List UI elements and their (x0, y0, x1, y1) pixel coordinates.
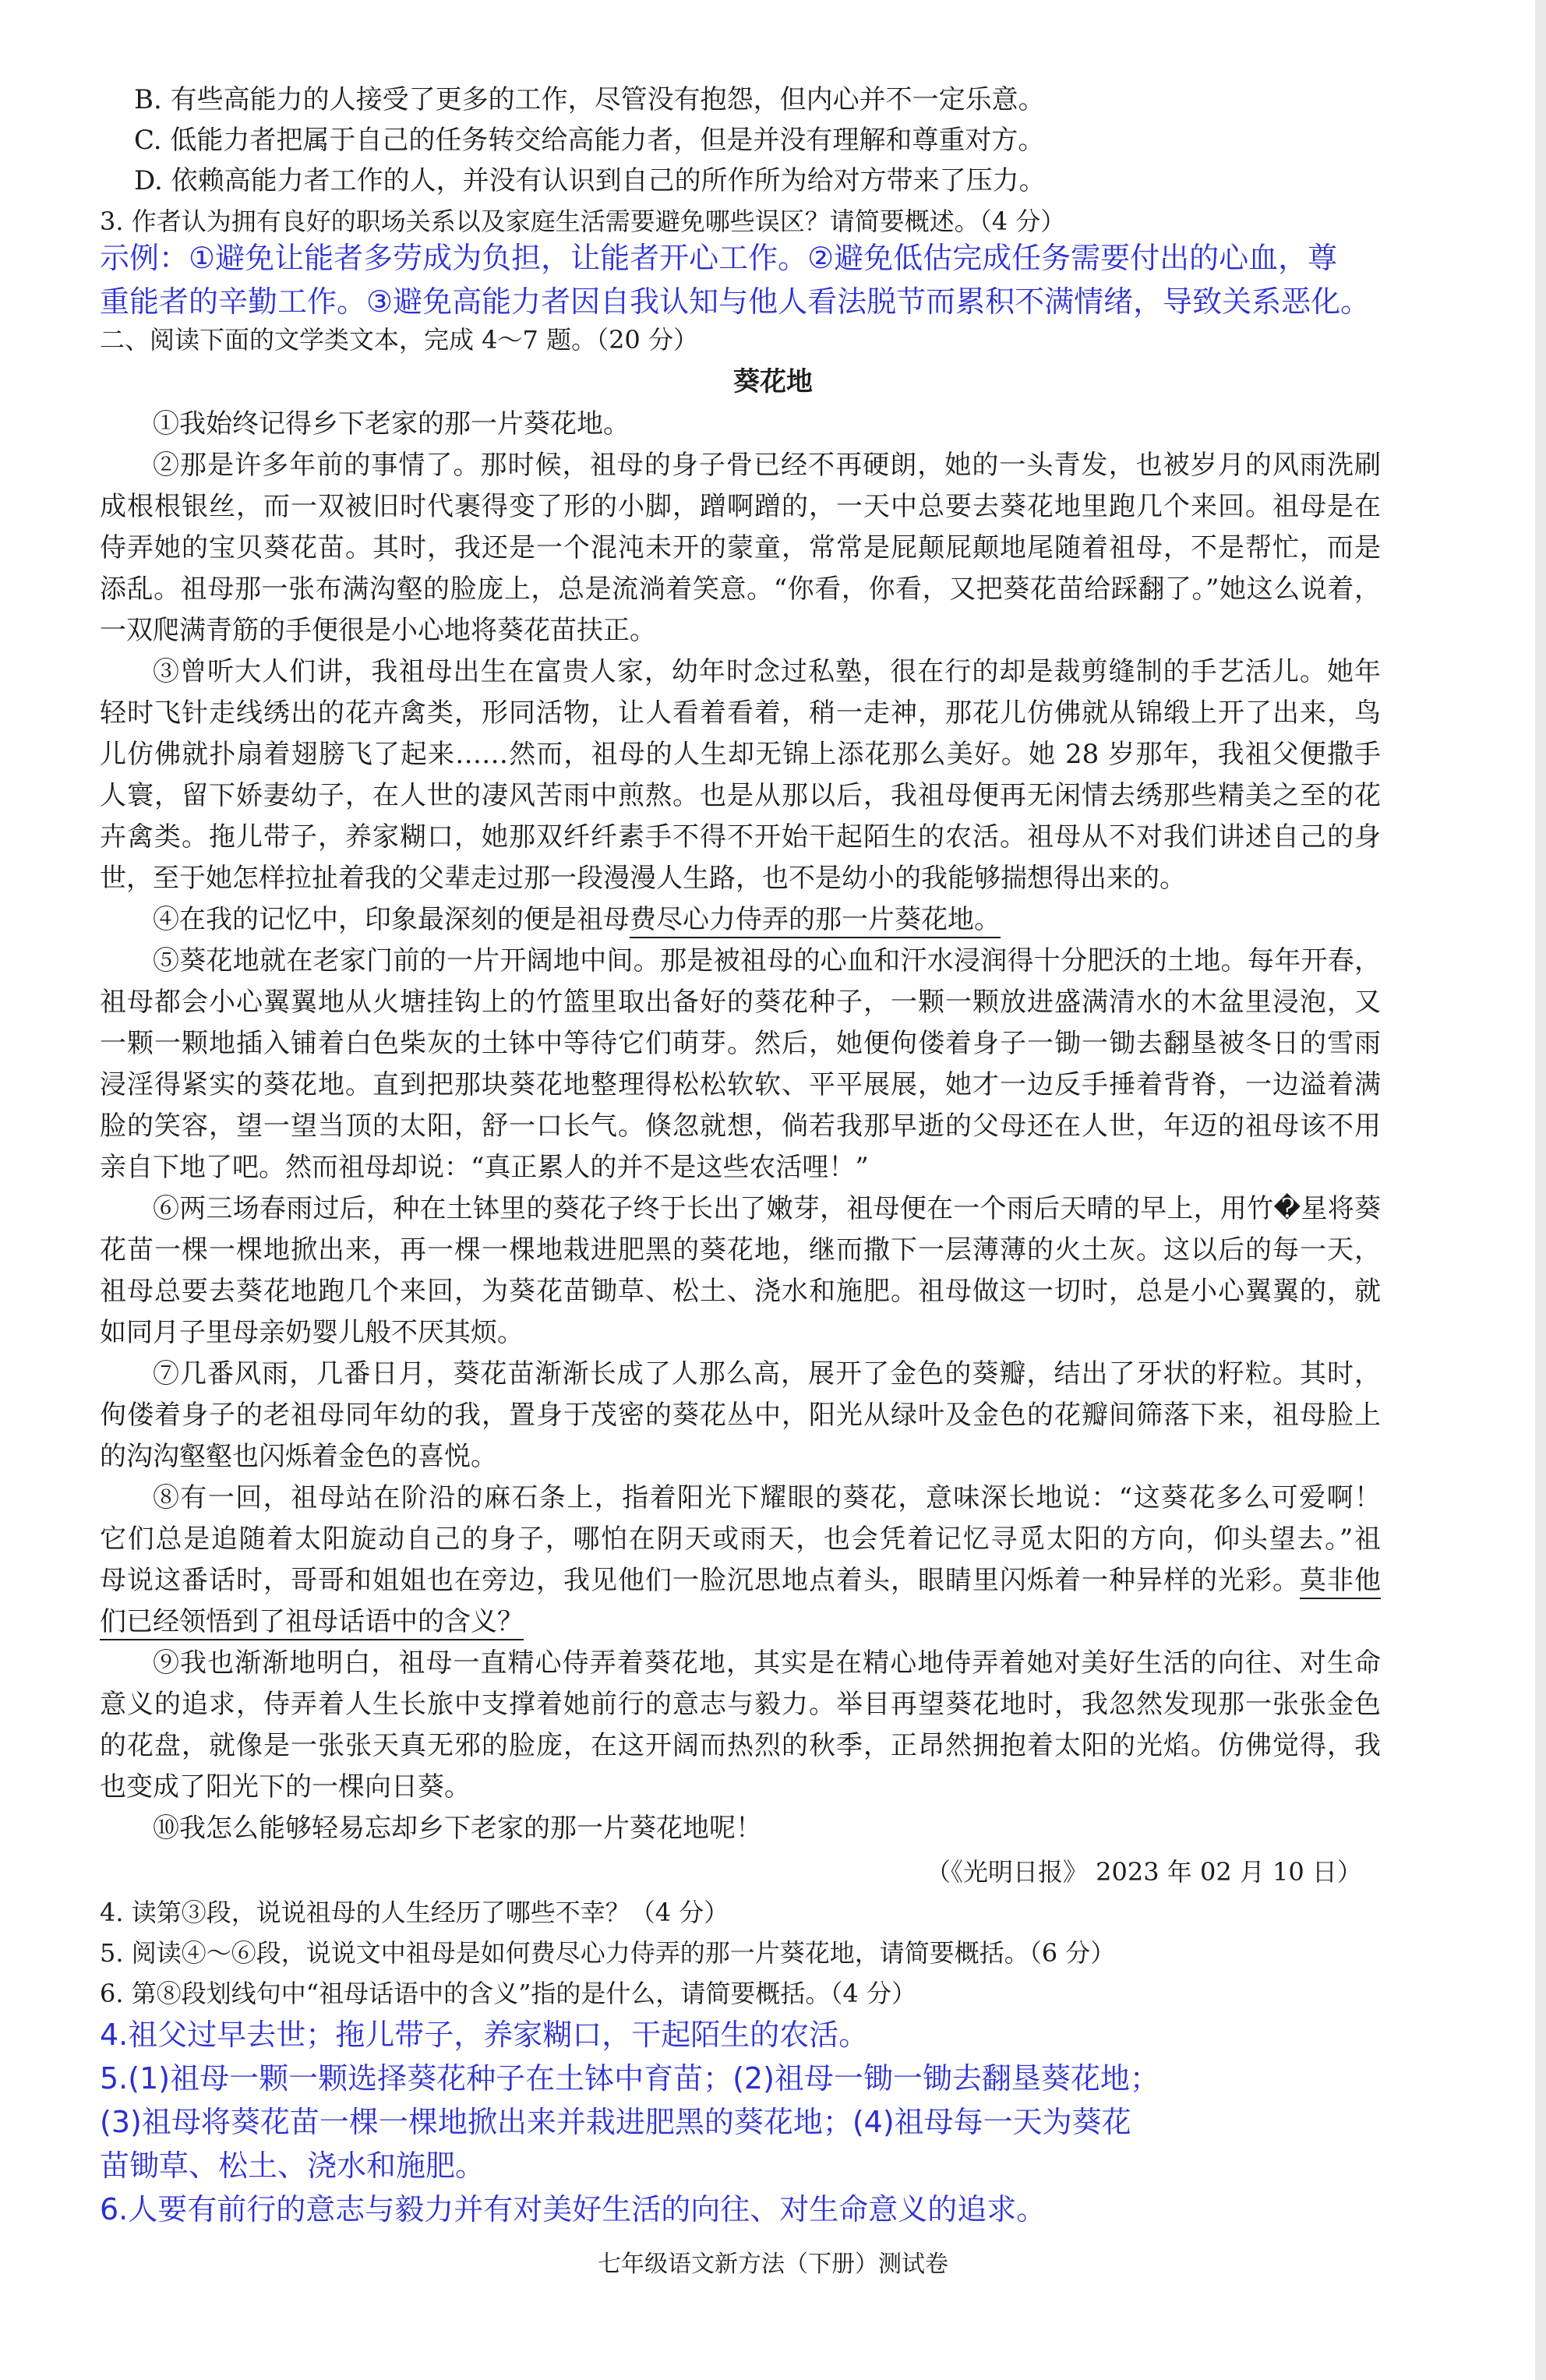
article-line: 佝偻着身子的老祖母同年幼的我，置身于茂密的葵花丛中，阳光从绿叶及金色的花瓣间筛落下来，祖母脸上 (100, 1400, 1381, 1431)
article-line: 侍弄她的宝贝葵花苗。其时，我还是一个混沌未开的蒙童，常常是屁颠屁颠地尾随着祖母，不是帮忙，而是 (100, 532, 1381, 563)
option-c: C. 低能力者把属于自己的任务转交给高能力者，但是并没有理解和尊重对方。 (134, 125, 1045, 156)
answer-3-line-2: 重能者的辛勤工作。③避免高能力者因自我认知与他人看法脱节而累积不满情绪，导致关系恶化。 (100, 284, 1371, 319)
article-line: 亲自下地了吧。然而祖母却说：“真正累人的并不是这些农活哩！” (100, 1152, 869, 1183)
article-line: 母说这番话时，哥哥和姐姐也在旁边，我见他们一脸沉思地点着头，眼睛里闪烁着一种异样的光彩。莫非他 (100, 1563, 1381, 1598)
article-line: 人寰，留下娇妻幼子，在人世的凄风苦雨中煎熬。也是从那以后，我祖母便再无闲情去绣那些精美之至的花 (100, 780, 1381, 811)
answer-3-line-1: 示例：①避免让能者多劳成为负担，让能者开心工作。②避免低估完成任务需要付出的心血，尊 (100, 241, 1338, 275)
article-line: ⑥两三场春雨过后，种在土钵里的葵花子终于长出了嫩芽，祖母便在一个雨后天晴的早上，用竹�星将葵 (153, 1193, 1381, 1224)
article-line: ①我始终记得乡下老家的那一片葵花地。 (153, 408, 630, 440)
article-line: 祖母都会小心翼翼地从火塘挂钩上的竹篮里取出备好的葵花种子，一颗一颗放进盛满清水的木盆里浸泡，又 (100, 987, 1381, 1018)
article-line: 它们总是追随着太阳旋动自己的身子，哪怕在阴天或雨天，也会凭着记忆寻觅太阳的方向，仰头望去。”祖 (100, 1524, 1381, 1555)
article-line: 卉禽类。拖儿带子，养家糊口，她那双纤纤素手不得不开始干起陌生的农活。祖母从不对我们讲述自己的身 (100, 821, 1381, 853)
answer-6: 6.人要有前行的意志与毅力并有对美好生活的向往、对生命意义的追求。 (100, 2192, 1047, 2226)
article-line: 轻时飞针走线绣出的花卉禽类，形同活物，让人看着看着，稍一走神，那花儿仿佛就从锦缎上开了出来，鸟 (100, 697, 1381, 729)
article-line: 花苗一棵一棵地掀出来，再一棵一棵地栽进肥黑的葵花地，继而撒下一层薄薄的火土灰。这以后的每一天， (100, 1234, 1381, 1266)
question-5: 5. 阅读④～⑥段，说说文中祖母是如何费尽心力侍弄的那一片葵花地，请简要概括。（6 分） (100, 1938, 1116, 1968)
article-line: ④在我的记忆中，印象最深刻的便是祖母费尽心力侍弄的那一片葵花地。 (153, 902, 1001, 937)
option-d: D. 依赖高能力者工作的人，并没有认识到自己的所作所为给对方带来了压力。 (134, 165, 1046, 196)
article-line: 意义的追求，侍弄着人生长旅中支撑着她前行的意志与毅力。举目再望葵花地时，我忽然发现那一张张金色 (100, 1689, 1381, 1720)
article-line: 世，至于她怎样拉扯着我的父辈走过那一段漫漫人生路，也不是幼小的我能够揣想得出来的。 (100, 863, 1186, 894)
answer-4: 4.祖父过早去世；拖儿带子，养家糊口，干起陌生的农活。 (100, 2018, 869, 2052)
underlined-sentence: 们已经领悟到了祖母话语中的含义？ (100, 1606, 524, 1640)
article-line: 一双爬满青筋的手便很是小心地将葵花苗扶正。 (100, 615, 656, 646)
question-3: 3. 作者认为拥有良好的职场关系以及家庭生活需要避免哪些误区？请简要概述。（4 分） (100, 207, 1066, 236)
question-6: 6. 第⑧段划线句中“祖母话语中的含义”指的是什么，请简要概括。（4 分） (100, 1979, 916, 2008)
article-line: ③曾听大人们讲，我祖母出生在富贵人家，幼年时念过私塾，很在行的却是裁剪缝制的手艺活儿。她年 (153, 656, 1381, 687)
question-4: 4. 读第③段，说说祖母的人生经历了哪些不幸？（4 分） (100, 1898, 729, 1927)
option-b: B. 有些高能力的人接受了更多的工作，尽管没有抱怨，但内心并不一定乐意。 (134, 84, 1045, 115)
article-title: 葵花地 (733, 366, 813, 397)
article-line: 脸的笑容，望一望当顶的太阳，舒一口长气。倏忽就想，倘若我那早逝的父母还在人世，年迈的祖母该不用 (100, 1111, 1381, 1142)
scan-edge (1535, 0, 1546, 2380)
underlined-sentence: 莫非他 (1300, 1565, 1381, 1599)
article-line: 儿仿佛就扑扇着翅膀飞了起来……然而，祖母的人生却无锦上添花那么美好。她 28 岁那年，我祖父便撒手 (100, 739, 1381, 770)
article-line: 一颗一颗地插入铺着白色柴灰的土钵中等待它们萌芽。然后，她便佝偻着身子一锄一锄去翻垦被冬日的雪雨 (100, 1028, 1381, 1059)
article-line: 如同月子里母亲奶婴儿般不厌其烦。 (100, 1317, 524, 1348)
answer-5-line-3: 苗锄草、松土、浇水和施肥。 (100, 2149, 485, 2183)
article-line: ②那是许多年前的事情了。那时候，祖母的身子骨已经不再硬朗，她的一头青发，也被岁月的风雨洗刷 (153, 450, 1381, 481)
page-footer: 七年级语文新方法（下册）测试卷 (598, 2251, 948, 2278)
article-line: 也变成了阳光下的一棵向日葵。 (100, 1771, 471, 1803)
section-heading: 二、阅读下面的文学类文本，完成 4～7 题。（20 分） (100, 325, 698, 355)
article-line: ⑨我也渐渐地明白，祖母一直精心侍弄着葵花地，其实是在精心地侍弄着她对美好生活的向往、对生命 (153, 1647, 1381, 1679)
article-line: 浸淫得紧实的葵花地。直到把那块葵花地整理得松松软软、平平展展，她才一边反手捶着背脊，一边溢着满 (100, 1069, 1381, 1100)
article-line: ⑩我怎么能够轻易忘却乡下老家的那一片葵花地呢！ (153, 1813, 762, 1844)
article-line (100, 1605, 524, 1639)
article-line: 添乱。祖母那一张布满沟壑的脸庞上，总是流淌着笑意。“你看，你看，又把葵花苗给踩翻了。”她这么说着， (100, 574, 1381, 605)
article-line: ⑧有一回，祖母站在阶沿的麻石条上，指着阳光下耀眼的葵花，意味深长地说：“这葵花多么可爱啊！ (153, 1482, 1381, 1513)
article-line: 祖母总要去葵花地跑几个来回，为葵花苗锄草、松土、浇水和施肥。祖母做这一切时，总是小心翼翼的，就 (100, 1276, 1381, 1307)
underlined-sentence: 费尽心力侍弄的那一片葵花地。 (630, 904, 1001, 938)
article-line: 成根根银丝，而一双被旧时代裹得变了形的小脚，蹭啊蹭的，一天中总要去葵花地里跑几个来回。祖母是在 (100, 491, 1381, 522)
article-line: 的沟沟壑壑也闪烁着金色的喜悦。 (100, 1441, 497, 1472)
article-line: ⑤葵花地就在老家门前的一片开阔地中间。那是被祖母的心血和汗水浸润得十分肥沃的土地。每年开春， (153, 945, 1381, 976)
article-line: 的花盘，就像是一张张天真无邪的脸庞，在这开阔而热烈的秋季，正昂然拥抱着太阳的光焰。仿佛觉得，我 (100, 1730, 1381, 1761)
answer-5-line-1: 5.(1)祖母一颗一颗选择葵花种子在土钵中育苗；(2)祖母一锄一锄去翻垦葵花地； (100, 2061, 1160, 2096)
article-source: （《光明日报》 2023 年 02 月 10 日） (926, 1857, 1362, 1887)
article-line: ⑦几番风雨，几番日月，葵花苗渐渐长成了人那么高，展开了金色的葵瓣，结出了牙状的籽粒。其时， (153, 1358, 1381, 1390)
answer-5-line-2: (3)祖母将葵花苗一棵一棵地掀出来并栽进肥黑的葵花地；(4)祖母每一天为葵花 (100, 2105, 1131, 2139)
